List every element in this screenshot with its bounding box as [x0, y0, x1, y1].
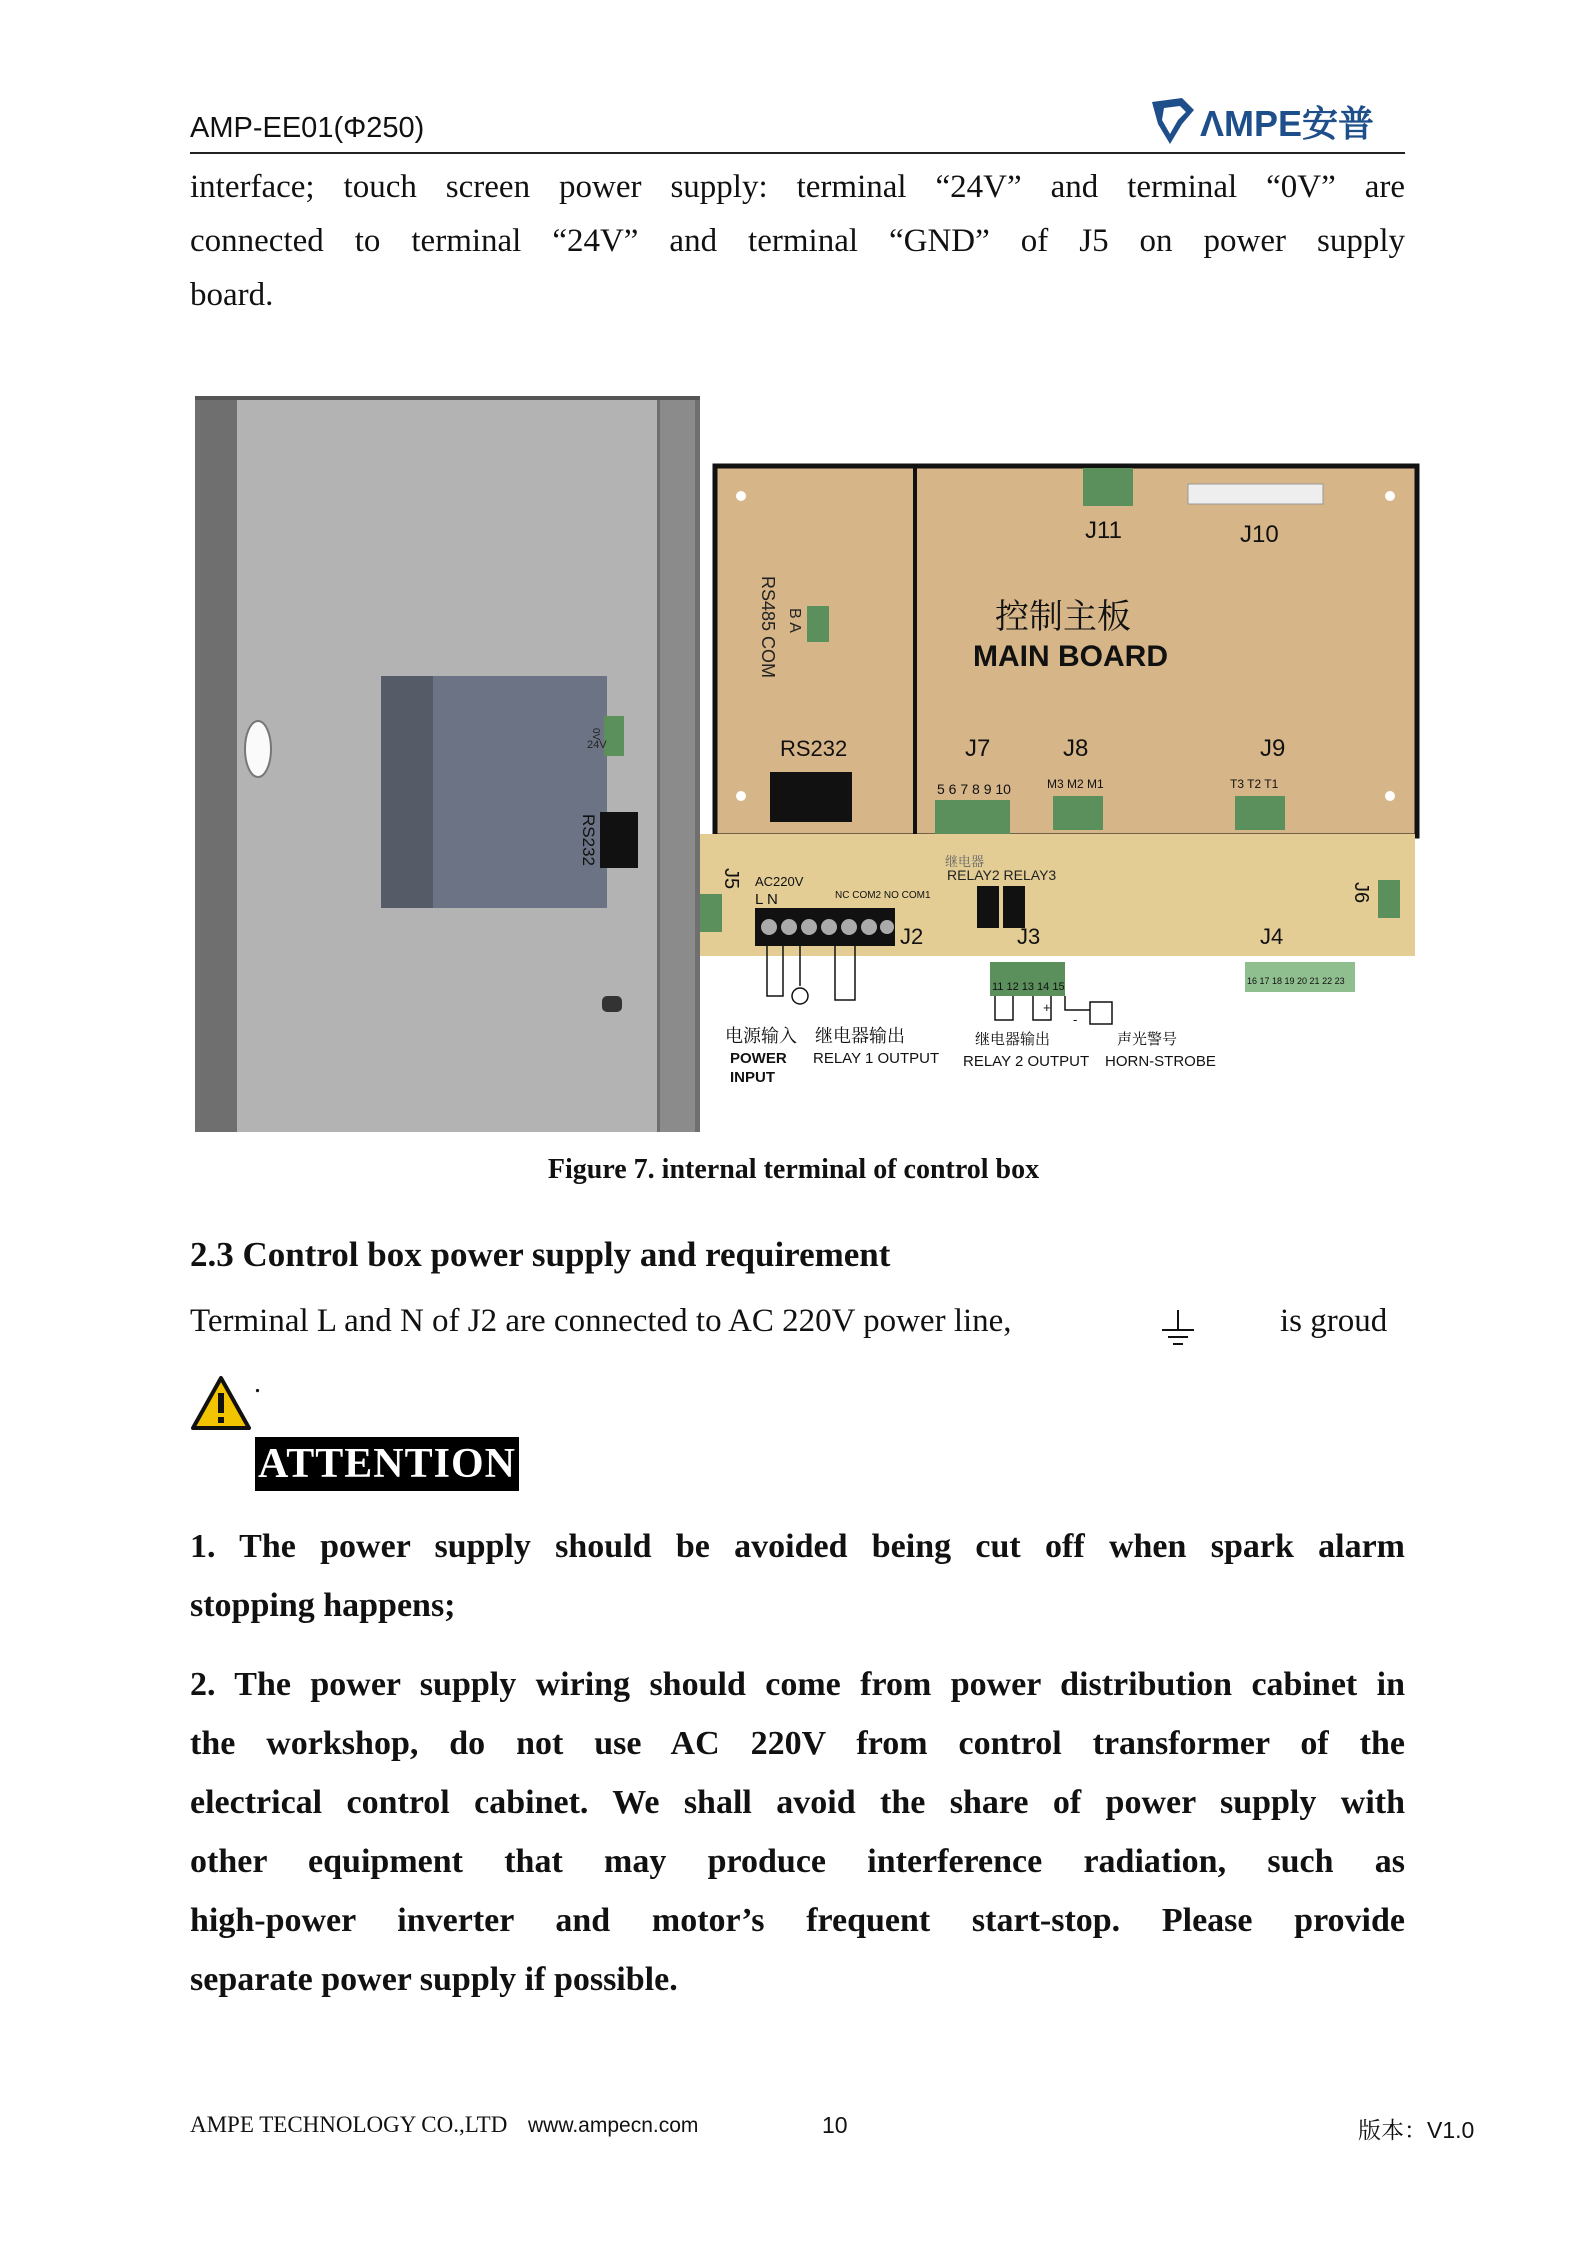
- svg-text:24V: 24V: [587, 739, 607, 751]
- footer-company: AMPE TECHNOLOGY CO.,LTD: [190, 2112, 508, 2137]
- svg-text:HORN-STROBE: HORN-STROBE: [1105, 1053, 1216, 1070]
- warning-icon: [190, 1375, 252, 1431]
- intro-line-2: connected to terminal “24V” and terminal “GND” of J5 on power supply: [190, 223, 1405, 259]
- svg-text:POWER: POWER: [730, 1050, 787, 1067]
- footer-website: www.ampecn.com: [528, 2114, 699, 2137]
- svg-text:J9: J9: [1260, 735, 1286, 762]
- svg-text:+: +: [1043, 1000, 1051, 1015]
- svg-text:J11: J11: [1085, 517, 1122, 544]
- svg-text:INPUT: INPUT: [730, 1069, 775, 1086]
- svg-text:J8: J8: [1063, 735, 1089, 762]
- svg-text:16 17 18 19 20 21 22 23: 16 17 18 19 20 21 22 23: [1247, 976, 1345, 986]
- svg-text:电源输入: 电源输入: [725, 1026, 797, 1046]
- figure-caption: Figure 7. internal terminal of control box: [547, 1154, 1040, 1185]
- control-box-figure: [195, 396, 1420, 1132]
- section-line-1a: Terminal L and N of J2 are connected to AC 220V power line,: [190, 1303, 1012, 1339]
- company-logo: [1148, 94, 1378, 150]
- svg-text:11 12 13 14 15: 11 12 13 14 15: [992, 981, 1065, 993]
- svg-text:B A: B A: [786, 608, 803, 633]
- doc-id: AMP-EE01(Φ250): [190, 112, 425, 144]
- svg-text:控制主板: 控制主板: [995, 598, 1131, 636]
- svg-text:RS232: RS232: [579, 814, 598, 866]
- footer-version: 版本：V1.0: [1358, 2117, 1475, 2143]
- item2-line-2: the workshop, do not use AC 220V from control transformer of the: [190, 1725, 1405, 1762]
- enclosure-hole: [245, 721, 271, 777]
- power-module-terminal: [604, 716, 624, 756]
- ground-symbol-icon: [1160, 1308, 1196, 1354]
- svg-text:NC COM2 NO COM1: NC COM2 NO COM1: [835, 890, 931, 901]
- svg-text:T3 T2 T1: T3 T2 T1: [1230, 777, 1279, 791]
- svg-text:J2: J2: [900, 924, 924, 949]
- svg-text:J4: J4: [1260, 924, 1284, 949]
- svg-text:MAIN BOARD: MAIN BOARD: [973, 640, 1168, 673]
- svg-text:J3: J3: [1017, 924, 1041, 949]
- logo-text: ΛMPE安普: [1200, 103, 1375, 144]
- svg-text:0V: 0V: [590, 728, 601, 741]
- svg-text:RELAY 1 OUTPUT: RELAY 1 OUTPUT: [813, 1050, 940, 1067]
- svg-text:L N: L N: [755, 891, 778, 908]
- rs232-port: [600, 812, 638, 868]
- svg-text:RS485 COM: RS485 COM: [758, 576, 778, 679]
- attention-label: ATTENTION: [255, 1437, 519, 1491]
- enclosure-plug: [602, 996, 622, 1012]
- svg-text:M3 M2 M1: M3 M2 M1: [1047, 777, 1104, 791]
- item2-line-6: separate power supply if possible.: [190, 1961, 678, 1998]
- rs485-terminal: [807, 606, 829, 642]
- svg-text:继电器: 继电器: [945, 854, 985, 869]
- svg-text:5 6 7 8 9 10: 5 6 7 8 9 10: [937, 781, 1011, 797]
- page-number: 10: [822, 2112, 848, 2138]
- svg-text:J7: J7: [965, 735, 991, 762]
- svg-text:继电器输出: 继电器输出: [975, 1031, 1051, 1048]
- svg-text:J5: J5: [720, 868, 742, 890]
- svg-text:J10: J10: [1240, 521, 1279, 548]
- header-rule: [190, 152, 1405, 154]
- section-heading: 2.3 Control box power supply and requirement: [190, 1235, 891, 1274]
- intro-line-3: board.: [190, 277, 274, 313]
- svg-text:RS232: RS232: [780, 736, 848, 761]
- item2-line-5: high-power inverter and motor’s frequent start-stop. Please provide: [190, 1902, 1405, 1939]
- svg-text:J6: J6: [1350, 882, 1372, 904]
- svg-text:声光警号: 声光警号: [1117, 1031, 1178, 1048]
- svg-text:-: -: [1073, 1012, 1078, 1027]
- svg-text:AC220V: AC220V: [755, 874, 804, 889]
- svg-text:继电器输出: 继电器输出: [815, 1026, 905, 1046]
- item2-line-4: other equipment that may produce interference radiation, such as: [190, 1843, 1405, 1880]
- section-line-2: .: [254, 1368, 261, 1399]
- item1-line-2: stopping happens;: [190, 1587, 456, 1624]
- svg-text:RELAY 2 OUTPUT: RELAY 2 OUTPUT: [963, 1053, 1090, 1070]
- item2-line-3: electrical control cabinet. We shall avoid the share of power supply with: [190, 1784, 1405, 1821]
- section-line-1b: is groud: [1280, 1303, 1388, 1339]
- item1-line-1: 1. The power supply should be avoided being cut off when spark alarm: [190, 1528, 1405, 1565]
- svg-text:RELAY2 RELAY3: RELAY2 RELAY3: [947, 867, 1057, 883]
- item2-line-1: 2. The power supply wiring should come from power distribution cabinet in: [190, 1666, 1405, 1703]
- intro-line-1: interface; touch screen power supply: terminal “24V” and terminal “0V” are: [190, 169, 1405, 205]
